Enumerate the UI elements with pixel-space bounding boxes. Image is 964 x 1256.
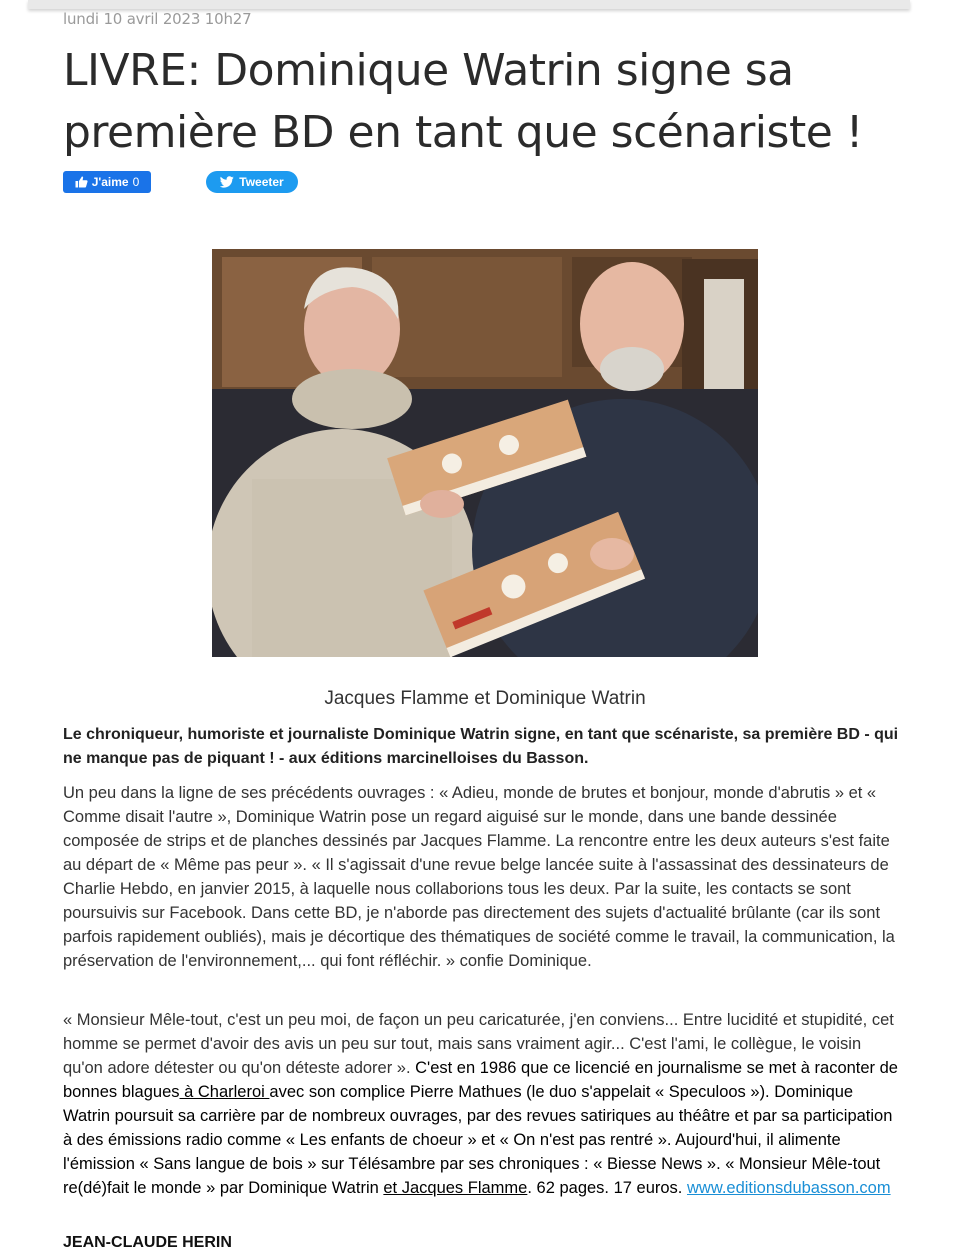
facebook-like-button[interactable] — [63, 171, 151, 193]
like-count: 0 — [132, 175, 140, 189]
charleroi-link[interactable]: à Charleroi — [179, 1083, 270, 1101]
jacques-flamme-link[interactable]: et Jacques Flamme — [383, 1179, 528, 1197]
article-photo — [212, 249, 758, 657]
twitter-bird-icon — [220, 176, 234, 188]
paragraph-2-price: . 62 pages. 17 euros. — [527, 1179, 687, 1197]
article-title: LIVRE: Dominique Watrin signe sa première BD en tant que scénariste ! — [63, 45, 863, 158]
publisher-website-link[interactable]: www.editionsdubasson.com — [686, 1179, 891, 1197]
thumbs-up-icon — [75, 176, 88, 188]
top-bar — [28, 0, 910, 9]
paragraph-2-quote: « Monsieur Mêle-tout, c'est un peu moi, de façon un peu caricaturée, j'en conviens... Entre lucidité et stupidité, cet homme se permet d'avoir des avis un peu sur tout, mais sans vraiment agir... C'est l'ami, le collègue, le voisin qu'on adore détester ou qu'on déteste adorer ». — [63, 1011, 894, 1077]
paragraph-2-bio-start: C'est en 1986 que ce licencié en journalisme se met à raconter de bonnes blagues — [63, 1059, 898, 1101]
article-author: JEAN-CLAUDE HERIN — [63, 1234, 232, 1251]
article-paragraph-1: Un peu dans la ligne de ses précédents ouvrages : « Adieu, monde de brutes et bonjour, monde d'abrutis » et « Comme disait l'autre », Dominique Watrin pose un regard aiguisé sur le monde, dans une bande dessinée composée de strips et de planches dessinés par Jacques Flamme. La rencontre entre les deux auteurs s'est faite au départ de « Même pas peur ». « Il s'agissait d'une revue belge lancée suite à l'assassinat des dessinateurs de Charlie Hebdo, en janvier 2015, à laquelle nous collaborions tous les deux. Par la suite, les contacts se sont poursuivis sur Facebook. Dans cette BD, je n'aborde pas directement des sujets d'actualité brûlante (car ils sont parfois rapidement oubliés), mais je décortique des thématiques de société comme le travail, la communication, la préservation de l'environnement,... qui font réfléchir. » confie Dominique. — [63, 784, 895, 970]
article-lead: Le chroniqueur, humoriste et journaliste Dominique Watrin signe, en tant que scénariste, sa première BD - qui ne manque pas de piquant ! - aux éditions marcinelloises du Basson. — [63, 726, 899, 767]
paragraph-2-bio-main: avec son complice Pierre Mathues (le duo s'appelait « Speculoos »). Dominique Watrin poursuit sa carrière par de nombreux ouvrages, par des revues satiriques au théâtre et par sa participation à des émissions radio comme « Les enfants de choeur » et « On n'est pas rentré ». Aujourd'hui, il alimente l'émission « Sans langue de bois » sur Télésambre par ses chroniques : « Biesse News ». « Monsieur Mêle-tout re(dé)fait le monde » par Dominique Watrin — [63, 1083, 893, 1197]
tweet-label: Tweeter — [239, 175, 284, 189]
photo-caption: Jacques Flamme et Dominique Watrin — [324, 688, 646, 709]
article-paragraph-2 — [63, 1008, 903, 1200]
article-date: lundi 10 avril 2023 10h27 — [63, 10, 252, 28]
tweet-button[interactable] — [206, 171, 298, 193]
like-label: J'aime — [91, 175, 129, 189]
